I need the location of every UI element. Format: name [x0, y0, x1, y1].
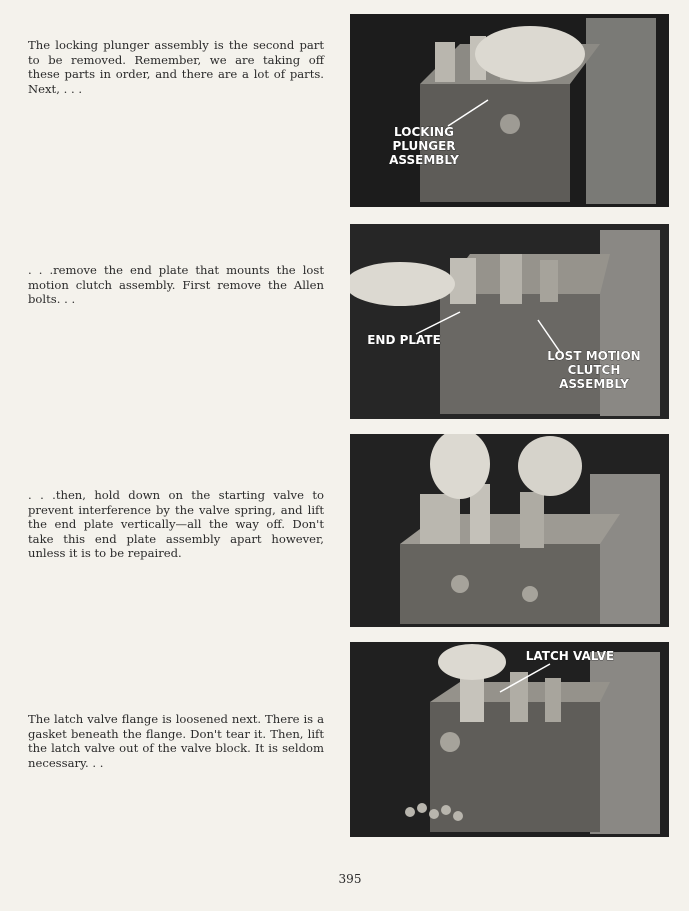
- svg-text:ASSEMBLY: ASSEMBLY: [559, 377, 629, 391]
- svg-text:END PLATE: END PLATE: [367, 333, 441, 347]
- page-number: 395: [338, 872, 362, 886]
- callout-end-plate: [367, 333, 441, 347]
- paragraph-starting-valve: . . .then, hold down on the starting valve to prevent interference by the valve spring, and lift the end plate vertically—all the way off. Don't take this end plate assembly apart however, unless it is to be repaired.: [28, 488, 324, 561]
- callout-locking-plunger: [389, 125, 459, 167]
- svg-text:LOST MOTION: LOST MOTION: [547, 349, 641, 363]
- paragraph-locking-plunger: The locking plunger assembly is the second part to be removed. Remember, we are taking off these parts in order, and there are a lot of parts. Next, . . .: [28, 38, 324, 96]
- paragraph-latch-valve: The latch valve flange is loosened next. There is a gasket beneath the flange. Don't tear it. Then, lift the latch valve out of the valve block. It is seldom necessary. . .: [28, 712, 324, 770]
- svg-text:LOCKING: LOCKING: [394, 125, 454, 139]
- svg-text:PLUNGER: PLUNGER: [392, 139, 456, 153]
- svg-text:ASSEMBLY: ASSEMBLY: [389, 153, 459, 167]
- photo-locking-plunger: [350, 14, 669, 207]
- photo-end-plate: [350, 224, 669, 419]
- photo-latch-valve: [350, 642, 669, 837]
- callout-latch-valve: [526, 649, 614, 663]
- photo-lifting-end-plate: [350, 434, 669, 627]
- paragraph-end-plate: . . .remove the end plate that mounts the lost motion clutch assembly. First remove the Allen bolts. . .: [28, 263, 324, 307]
- svg-text:LATCH VALVE: LATCH VALVE: [525, 649, 615, 663]
- svg-text:CLUTCH: CLUTCH: [567, 363, 621, 377]
